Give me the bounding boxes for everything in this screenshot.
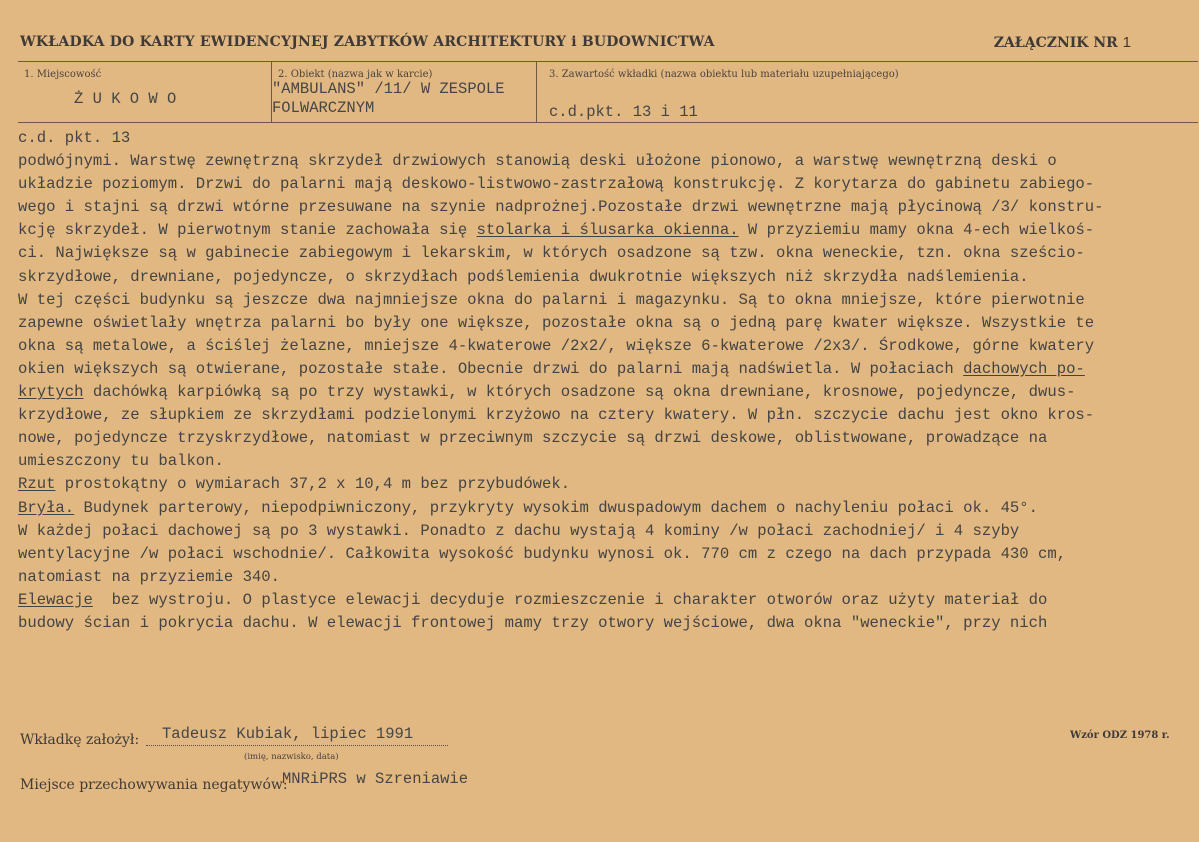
header-rule-bottom (18, 122, 1198, 123)
body-line (18, 242, 1193, 265)
body-text-run: zapewne oświetlały wnętrza palarni bo były one większe, pozostałe okna są o jedną parę kwater większe. Wszystkie te (18, 313, 1095, 332)
body-text-run: okna są metalowe, a ściślej żelazne, mniejsze 4-kwaterowe /2x2/, większe 6-kwaterowe /2x3/. Środkowe, górne kwatery (18, 336, 1095, 355)
content-label: 3. Zawartość wkładki (nazwa obiektu lub materiału uzupełniającego) (549, 69, 899, 80)
body-text-run: ci. Największe są w gabinecie zabiegowym i lekarskim, w których osadzone są tzw. okna weneckie, tzn. okna sześcio- (18, 244, 1085, 263)
body-line (18, 127, 1193, 150)
object-value-line2: FOLWARCZNYM (272, 99, 375, 117)
body-text-run: c.d. pkt. 13 (18, 129, 131, 147)
object-value-line1: "AMBULANS" /11/ W ZESPOLE (272, 80, 505, 98)
body-line (18, 381, 1193, 404)
underlined-heading: dachowych po- (963, 359, 1085, 378)
annex-heading (994, 34, 1131, 51)
body-line (18, 335, 1193, 358)
body-line (18, 196, 1193, 219)
body-line (18, 404, 1193, 427)
locality-value: Ż U K O W O (74, 90, 177, 108)
body-line (18, 450, 1193, 473)
locality-label: 1. Miejscowość (24, 69, 102, 80)
body-text-run: budowy ścian i pokrycia dachu. W elewacji frontowej mamy trzy otwory wejściowe, dwa okna "weneckie", przy nich (18, 613, 1048, 632)
underlined-heading: krytych (18, 383, 84, 402)
body-text-run: wego i stajni są drzwi wtórne przesuwane na szynie nadprożnej.Pozostałe drzwi wewnętrzne mają płycinową /3/ konstru- (18, 198, 1104, 217)
annex-number: 1 (1122, 34, 1131, 51)
underlined-heading: Rzut (18, 475, 56, 494)
body-text-run: umieszczony tu balkon. (18, 452, 224, 471)
body-line (18, 312, 1193, 335)
body-text-run: natomiast na przyziemie 340. (18, 567, 281, 586)
body-line (18, 473, 1193, 496)
body-text-run: Budynek parterowy, niepodpiwniczony, przykryty wysokim dwuspadowym dachem o nachyleniu połaci ok. 45°. (74, 498, 1039, 517)
body-line (18, 219, 1193, 242)
body-line (18, 566, 1193, 589)
author-hint: (imię, nazwisko, data) (244, 752, 339, 762)
body-text-run: podwójnymi. Warstwę zewnętrzną skrzydeł drzwiowych stanowią deski ułożone pionowo, a warstwę wewnętrzną deski o (18, 152, 1057, 171)
underlined-heading: Elewacje (18, 590, 93, 609)
body-line (18, 173, 1193, 196)
author-label: Wkładkę założył: (20, 732, 140, 748)
body-text-run: kcję skrzydeł. W pierwotnym stanie zachowała się (18, 221, 477, 240)
body-text-run: W każdej połaci dachowej są po 3 wystawki. Ponadto z dachu wystają 4 kominy /w połaci zachodniej/ i 4 szyby (18, 521, 1020, 540)
body-text-run: krzydłowe, ze słupkiem ze skrzydłami podzielonymi krzyżowo na cztery kwatery. W płn. szczycie dachu jest okno kros- (18, 406, 1095, 425)
body-line (18, 150, 1193, 173)
underlined-heading: Bryła. (18, 498, 75, 517)
body-text-run: dachówką karpiówką są po trzy wystawki, w których osadzone są okna drewniane, krosnowe, pojedyncze, dwus- (83, 383, 1076, 402)
body-text-run: wentylacyjne /w połaci wschodnie/. Całkowita wysokość budynku wynosi ok. 770 cm z czego na dach przypada 430 cm, (18, 544, 1067, 563)
object-label: 2. Obiekt (nazwa jak w karcie) (278, 69, 433, 80)
header-rule-top (18, 61, 1198, 62)
body-line (18, 543, 1193, 566)
body-line (18, 427, 1193, 450)
storage-label: Miejsce przechowywania negatywów: (20, 777, 288, 793)
author-value: Tadeusz Kubiak, lipiec 1991 (162, 725, 414, 743)
body-text-run: W przyziemiu mamy okna 4-ech wielkoś- (738, 221, 1095, 240)
field-divider-2 (536, 61, 537, 122)
body-line (18, 589, 1193, 612)
body-line (18, 289, 1193, 312)
body-line (18, 266, 1193, 289)
body-text-run: okien większych są otwierane, pozostałe stałe. Obecnie drzwi do palarni mają nadświetla. W połaciach (18, 359, 964, 378)
body-text-run: układzie poziomym. Drzwi do palarni mają deskowo-listwowo-zastrzałową konstrukcję. Z korytarza do gabinetu zabiego- (18, 175, 1095, 194)
body-text-run: bez wystroju. O plastyce elewacji decyduje rozmieszczenie i charakter otworów oraz użyty materiał do (92, 590, 1048, 609)
body-text (18, 127, 1193, 635)
annex-label: ZAŁĄCZNIK NR (993, 35, 1118, 51)
body-text-run: nowe, pojedyncze trzyskrzydłowe, natomiast w przeciwnym szczycie są drzwi deskowe, oblistwowane, prowadzące na (18, 429, 1048, 448)
storage-value: MNRiPRS w Szreniawie (282, 770, 469, 788)
body-text-run: skrzydłowe, drewniane, pojedyncze, o skrzydłach podślemienia dwukrotnie większych niż skrzydła nadślemienia. (18, 267, 1029, 286)
content-value: c.d.pkt. 13 i 11 (549, 103, 698, 121)
body-text-run: W tej części budynku są jeszcze dwa najmniejsze okna do palarni i magazynku. Są to okna mniejsze, które pierwotnie (18, 290, 1085, 309)
form-code: Wzór ODZ 1978 r. (1070, 730, 1170, 741)
author-dotted-line (146, 745, 448, 746)
body-line (18, 520, 1193, 543)
body-line (18, 612, 1193, 635)
underlined-heading: stolarka i ślusarka okienna. (476, 221, 739, 240)
form-title: WKŁADKA DO KARTY EWIDENCYJNEJ ZABYTKÓW ARCHITEKTURY i BUDOWNICTWA (20, 34, 715, 50)
body-text-run: prostokątny o wymiarach 37,2 x 10,4 m bez przybudówek. (55, 475, 571, 494)
body-line (18, 497, 1193, 520)
body-line (18, 358, 1193, 381)
